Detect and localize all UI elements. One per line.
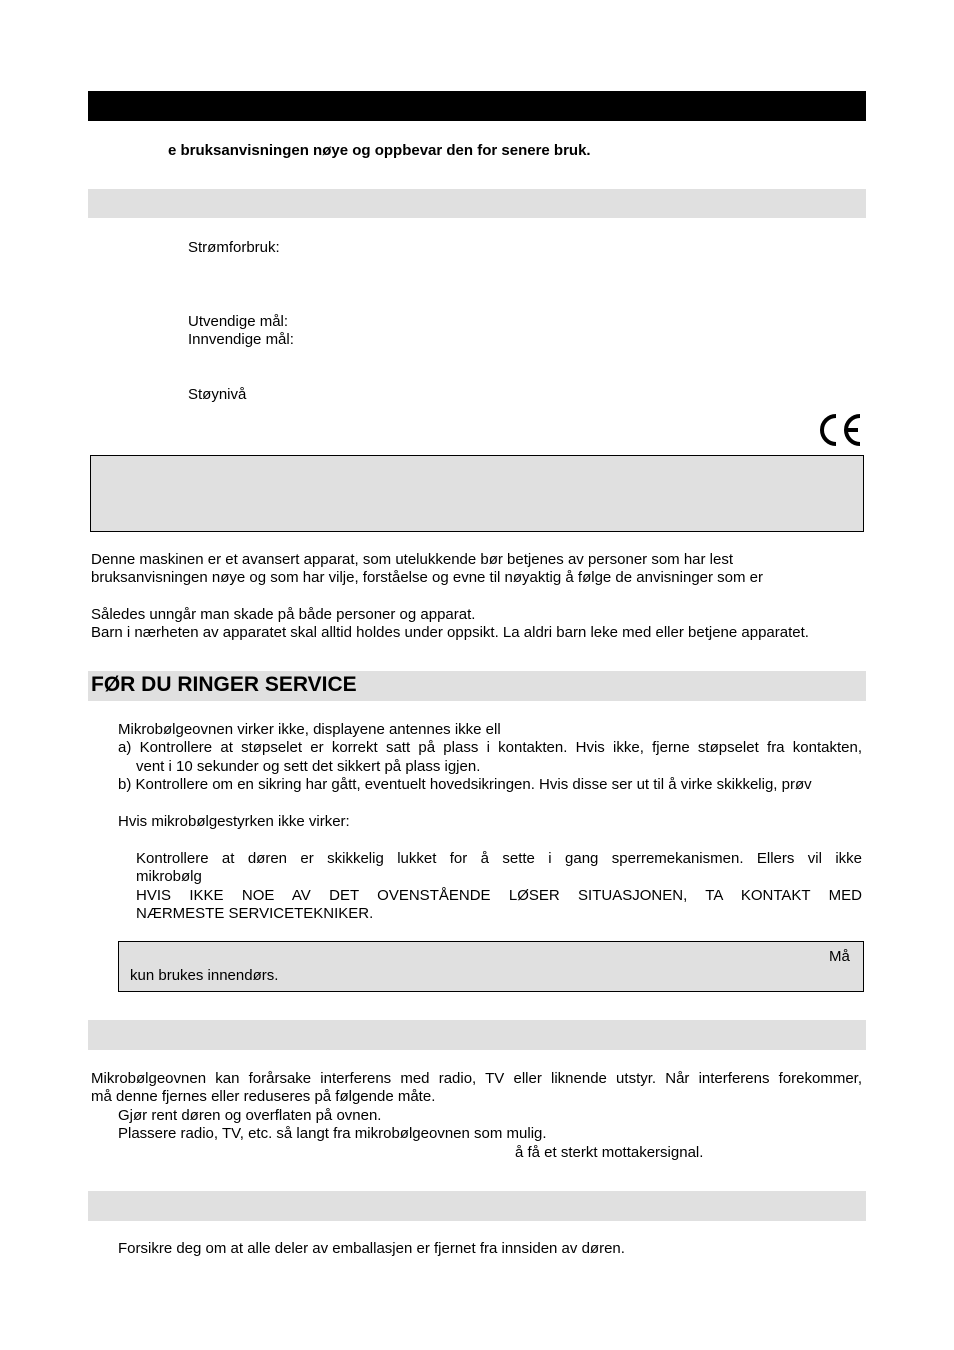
service-contact-line-1: HVIS IKKE NOE AV DET OVENSTÅENDE LØSER SITUASJONEN, TA KONTAKT MED bbox=[136, 887, 862, 904]
service-contact-line-2: NÆRMESTE SERVICETEKNIKER. bbox=[136, 905, 374, 922]
service-problem-1: Mikrobølgeovnen virker ikke, displayene antennes ikke ell bbox=[118, 721, 501, 738]
specs-section-bar bbox=[88, 189, 866, 218]
service-door-line-2: mikrobølg bbox=[136, 868, 202, 885]
note-text-1: Må bbox=[829, 948, 850, 965]
warning-box bbox=[90, 455, 864, 532]
header-bar bbox=[88, 91, 866, 121]
service-step-a-line-1: a) Kontrollere at støpselet er korrekt satt på plass i kontakten. Hvis ikke, fjerne støpselet fra kontakten, bbox=[118, 739, 862, 756]
service-step-a-line-2: vent i 10 sekunder og sett det sikkert på plass igjen. bbox=[136, 758, 481, 775]
installation-section-bar bbox=[88, 1191, 866, 1221]
service-step-b: b) Kontrollere om en sikring har gått, eventuelt hovedsikringen. Hvis disse ser ut til å virke skikkelig, prøv bbox=[118, 776, 812, 793]
spec-outer-dims-label: Utvendige mål: bbox=[188, 313, 289, 330]
service-door-line-1: Kontrollere at døren er skikkelig lukket for å sette i gang sperremekanismen. Ellers vil ikke bbox=[136, 850, 862, 867]
interference-line-1: Mikrobølgeovnen kan forårsake interferens med radio, TV eller liknende utstyr. Når interferens forekommer, bbox=[91, 1070, 862, 1087]
interference-line-2: må denne fjernes eller reduseres på følgende måte. bbox=[91, 1088, 436, 1105]
interference-item-1: Gjør rent døren og overflaten på ovnen. bbox=[118, 1107, 382, 1124]
safety-line-1: Denne maskinen er et avansert apparat, som utelukkende bør betjenes av personer som har lest bbox=[91, 551, 734, 568]
spec-power-label: Strømforbruk: bbox=[188, 239, 280, 256]
service-problem-2: Hvis mikrobølgestyrken ikke virker: bbox=[118, 813, 350, 830]
spec-noise-label: Støynivå bbox=[188, 386, 247, 403]
safety-line-4: Barn i nærheten av apparatet skal alltid holdes under oppsikt. La aldri barn leke med eller betjene apparatet. bbox=[91, 624, 809, 641]
note-text-2: kun brukes innendørs. bbox=[130, 967, 279, 984]
intro-instruction: e bruksanvisningen nøye og oppbevar den for senere bruk. bbox=[168, 142, 591, 159]
ce-mark-icon bbox=[816, 412, 864, 448]
service-heading: FØR DU RINGER SERVICE bbox=[91, 673, 357, 696]
interference-section-bar bbox=[88, 1020, 866, 1050]
installation-line-1: Forsikre deg om at alle deler av emballasjen er fjernet fra innsiden av døren. bbox=[118, 1240, 625, 1257]
safety-line-2: bruksanvisningen nøye og som har vilje, forståelse og evne til nøyaktig å følge de anvisninger som er bbox=[91, 569, 764, 586]
spec-inner-dims-label: Innvendige mål: bbox=[188, 331, 294, 348]
interference-item-2: Plassere radio, TV, etc. så langt fra mikrobølgeovnen som mulig. bbox=[118, 1125, 547, 1142]
interference-item-3: å få et sterkt mottakersignal. bbox=[515, 1144, 704, 1161]
safety-line-3: Således unngår man skade på både personer og apparat. bbox=[91, 606, 476, 623]
